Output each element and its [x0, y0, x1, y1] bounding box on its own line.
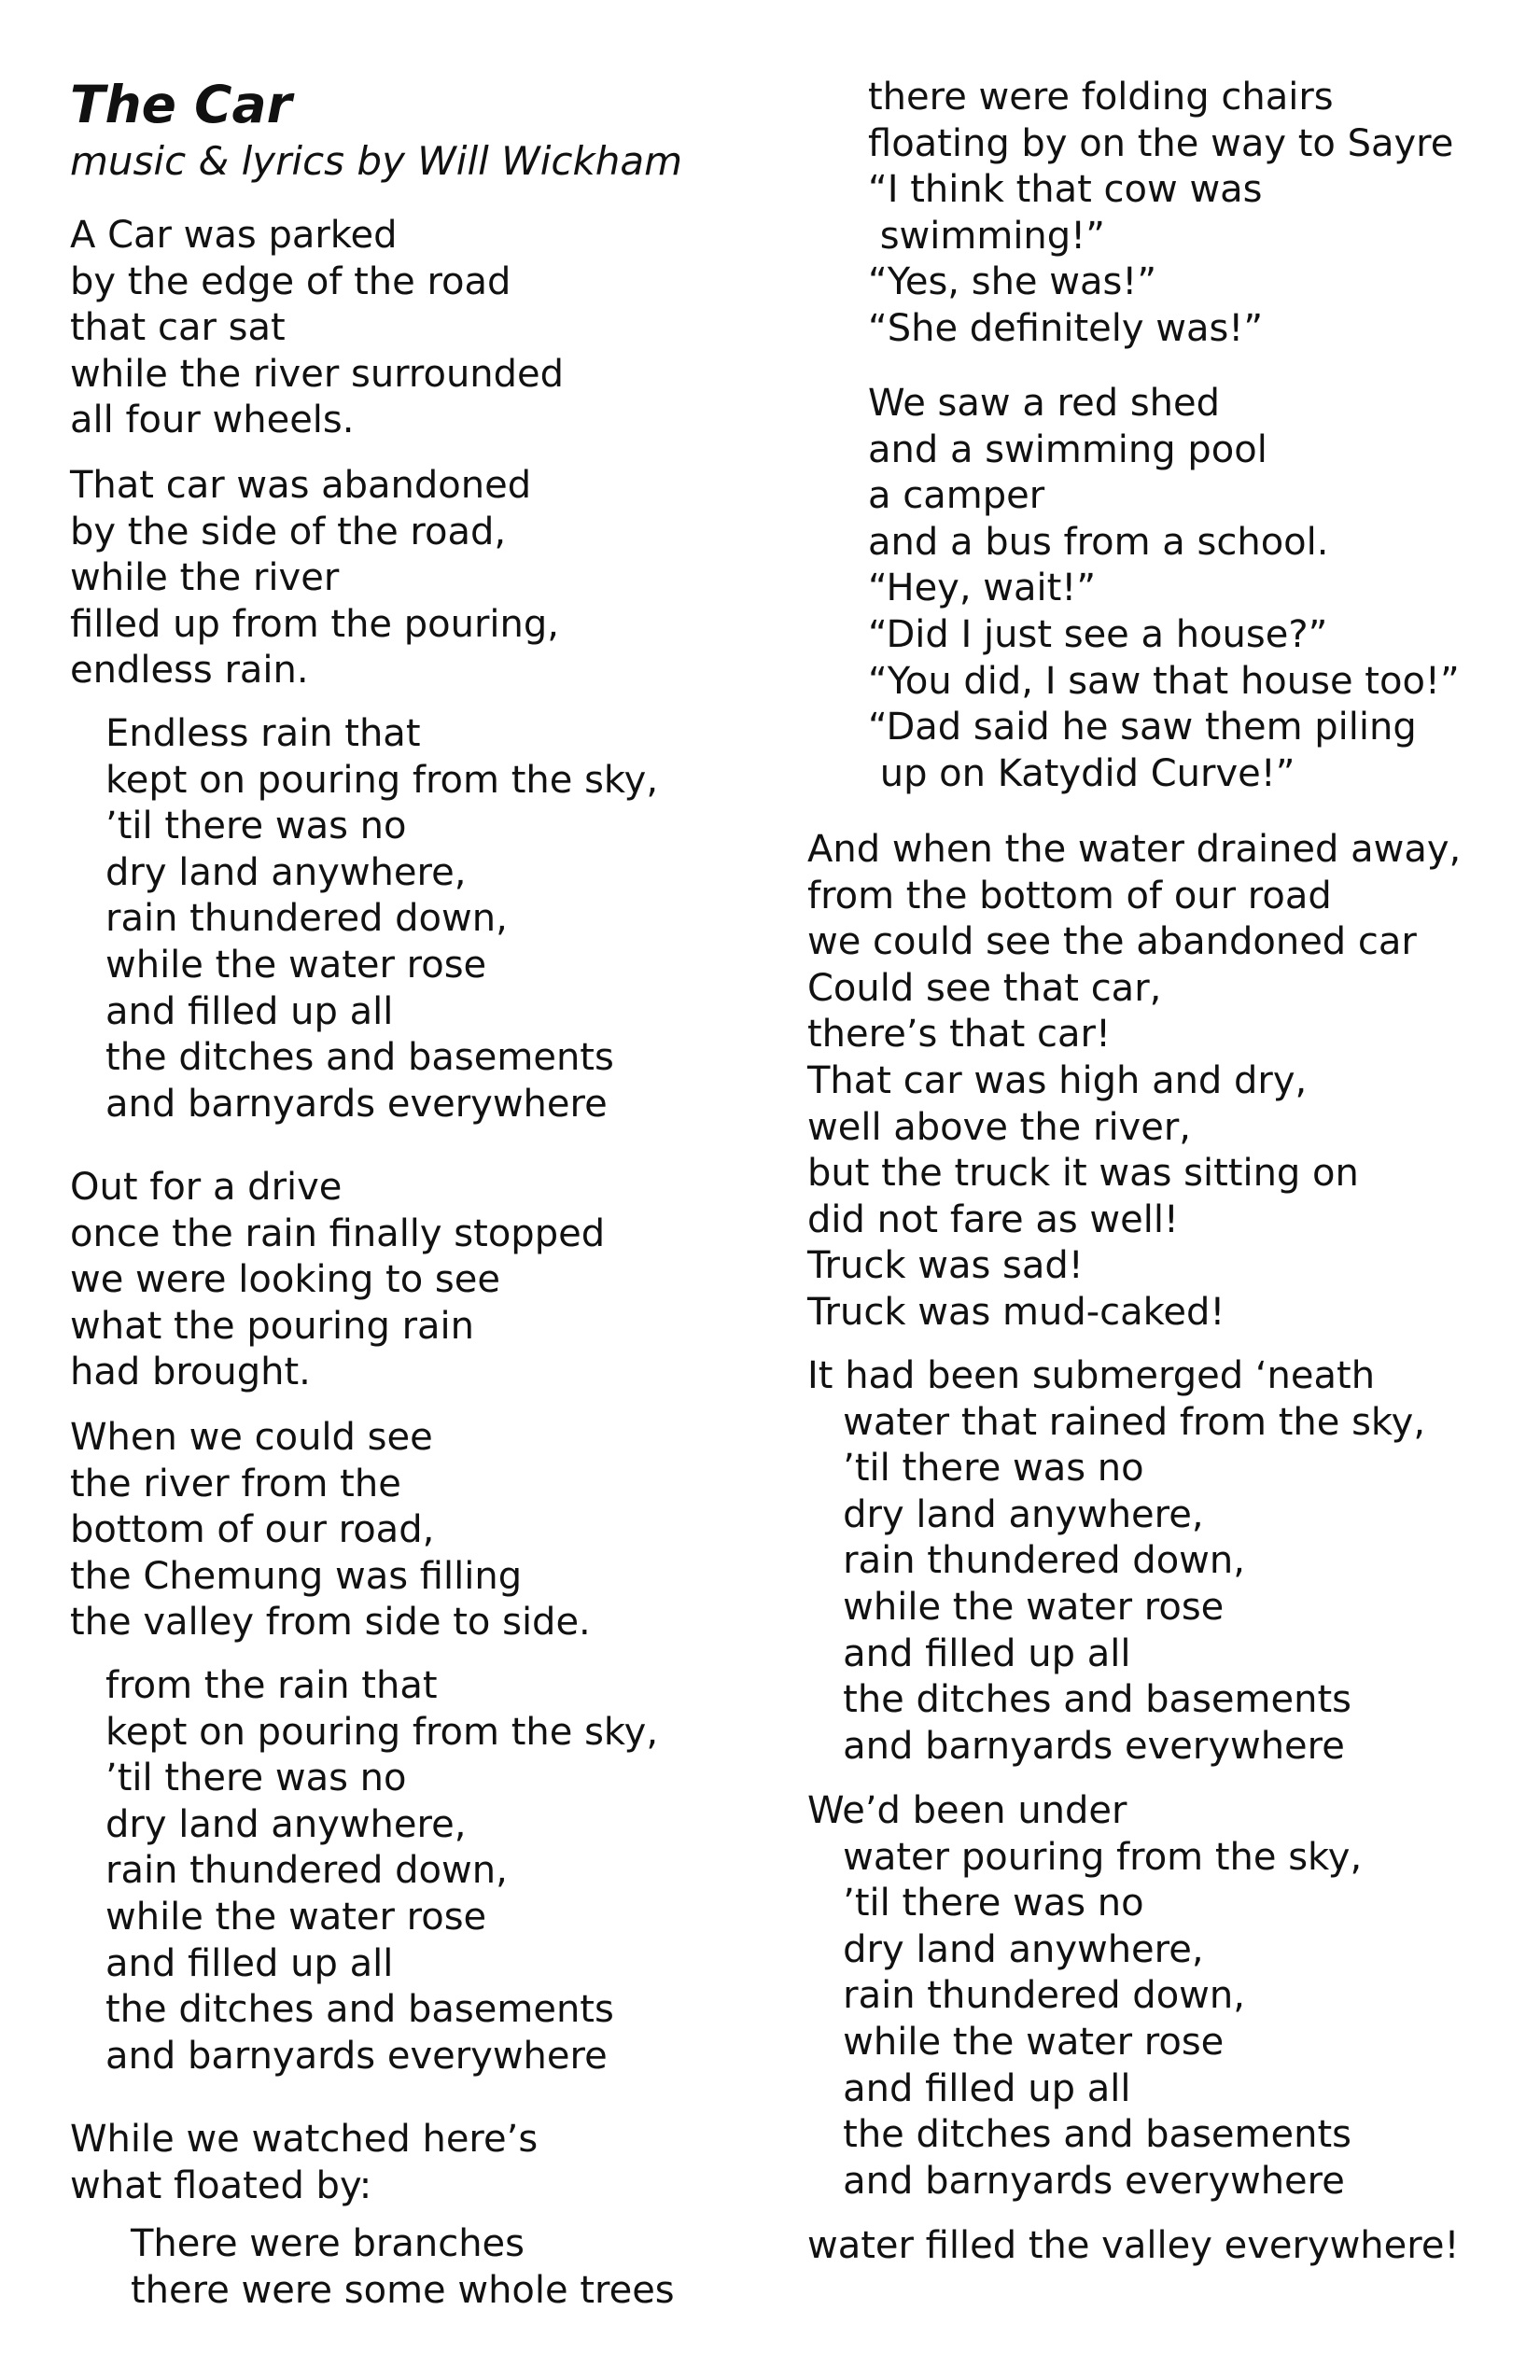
lyric-line: from the rain that: [105, 1664, 438, 1707]
lyric-line: did not fare as well!: [807, 1197, 1179, 1241]
lyric-line: “I think that cow was: [868, 168, 1263, 212]
lyric-line: there were folding chairs: [868, 76, 1334, 119]
song-title: The Car: [70, 75, 292, 134]
stanza: [807, 75, 1453, 353]
lyric-line: Truck was mud-caked!: [807, 1290, 1225, 1334]
lyric-line: and filled up all: [105, 989, 394, 1033]
lyric-line: while the river: [70, 556, 340, 600]
lyric-line: “Dad said he saw them piling: [868, 706, 1417, 749]
lyric-line: That car was abandoned: [70, 464, 532, 507]
lyric-line: by the side of the road,: [70, 510, 507, 553]
lyric-line: “Did I just see a house?”: [868, 612, 1328, 656]
lyric-line: floating by on the way to Sayre: [868, 121, 1454, 165]
lyric-line: While we watched here’s: [70, 2118, 539, 2161]
lyric-line: ’til there was no: [105, 1757, 407, 1800]
lyric-line: the ditches and basements: [807, 1678, 1351, 1722]
stanza: [70, 711, 658, 1127]
lyric-line: while the water rose: [105, 943, 487, 987]
lyric-line: there’s that car!: [807, 1013, 1112, 1057]
lyric-line: Truck was sad!: [807, 1244, 1084, 1288]
stanza: [807, 381, 1460, 797]
lyric-line: ’til there was no: [807, 1882, 1144, 1925]
lyric-line: We’d been under: [807, 1789, 1127, 1832]
lyric-line: Could see that car,: [807, 966, 1162, 1010]
lyric-line: rain thundered down,: [807, 1974, 1245, 2018]
lyric-line: “Yes, she was!”: [868, 260, 1157, 304]
stanza: [70, 2221, 675, 2314]
lyric-line: the Chemung was filling: [70, 1554, 523, 1598]
lyric-line: and barnyards everywhere: [105, 1082, 608, 1126]
lyric-line: We saw a red shed: [868, 382, 1221, 425]
lyric-line: Out for a drive: [70, 1166, 343, 1209]
lyric-line: while the water rose: [105, 1895, 487, 1939]
lyric-line: bottom of our road,: [70, 1508, 435, 1552]
lyric-line: When we could see: [70, 1416, 433, 1459]
lyric-line: rain thundered down,: [105, 1849, 508, 1893]
lyric-line: but the truck it was sitting on: [807, 1152, 1359, 1196]
lyric-line: kept on pouring from the sky,: [105, 758, 659, 802]
stanza: [70, 1415, 591, 1646]
lyric-line: once the rain finally stopped: [70, 1211, 606, 1255]
stanza: [70, 213, 564, 444]
stanza: [70, 2117, 538, 2209]
lyric-line: while the water rose: [807, 2020, 1225, 2064]
stanza: [70, 463, 559, 694]
lyric-line: while the river surrounded: [70, 352, 565, 396]
lyric-line: a camper: [868, 474, 1045, 518]
lyric-line: ’til there was no: [105, 805, 407, 848]
lyric-line: That car was high and dry,: [807, 1058, 1308, 1102]
lyric-line: rain thundered down,: [105, 897, 508, 941]
lyric-line: and barnyards everywhere: [807, 1724, 1345, 1768]
lyric-line: what floated by:: [70, 2163, 372, 2207]
stanza: [807, 2223, 1459, 2270]
lyric-line: all four wheels.: [70, 399, 355, 442]
lyric-line: and a bus from a school.: [868, 520, 1329, 564]
lyric-line: and barnyards everywhere: [105, 2034, 608, 2078]
lyric-line: kept on pouring from the sky,: [105, 1710, 659, 1754]
lyric-line: dry land anywhere,: [807, 1492, 1204, 1536]
lyric-line: “She definitely was!”: [868, 306, 1264, 350]
lyric-line: Endless rain that: [105, 712, 421, 755]
lyric-line: water filled the valley everywhere!: [807, 2224, 1460, 2267]
lyric-line: from the bottom of our road: [807, 874, 1332, 917]
lyric-line: water that rained from the sky,: [807, 1400, 1426, 1444]
lyric-line: there were some whole trees: [131, 2268, 675, 2312]
lyric-line: dry land anywhere,: [105, 1802, 467, 1846]
lyric-line: the ditches and basements: [807, 2113, 1351, 2157]
stanza: [807, 1788, 1362, 2205]
lyric-line: we could see the abandoned car: [807, 920, 1417, 964]
lyric-line: the valley from side to side.: [70, 1601, 591, 1645]
stanza: [807, 827, 1461, 1337]
lyric-line: ’til there was no: [807, 1447, 1144, 1491]
lyric-line: and a swimming pool: [868, 427, 1267, 471]
lyric-line: swimming!”: [868, 214, 1105, 258]
lyric-line: water pouring from the sky,: [807, 1835, 1363, 1879]
lyric-line: and filled up all: [807, 1631, 1131, 1675]
lyric-line: and filled up all: [105, 1941, 394, 1985]
stanza: [70, 1663, 658, 2079]
lyric-line: dry land anywhere,: [807, 1927, 1204, 1971]
lyric-line: filled up from the pouring,: [70, 602, 559, 646]
lyric-line: while the water rose: [807, 1585, 1225, 1629]
lyric-line: the river from the: [70, 1462, 401, 1505]
stanza: [70, 1165, 605, 1396]
lyric-line: well above the river,: [807, 1105, 1191, 1149]
lyric-line: by the edge of the road: [70, 259, 511, 303]
lyric-line: we were looking to see: [70, 1258, 500, 1302]
lyric-line: There were branches: [131, 2222, 525, 2265]
stanza: [807, 1353, 1425, 1770]
lyric-line: dry land anywhere,: [105, 850, 467, 894]
lyric-line: what the pouring rain: [70, 1304, 474, 1348]
lyric-line: had brought.: [70, 1351, 311, 1394]
lyric-line: rain thundered down,: [807, 1539, 1245, 1583]
lyric-line: that car sat: [70, 306, 286, 350]
lyric-line: and barnyards everywhere: [807, 2159, 1345, 2203]
lyric-line: A Car was parked: [70, 214, 398, 257]
lyric-line: and filled up all: [807, 2066, 1131, 2110]
lyric-line: And when the water drained away,: [807, 828, 1462, 871]
lyric-line: “Hey, wait!”: [868, 567, 1097, 610]
lyric-line: “You did, I saw that house too!”: [868, 659, 1460, 703]
lyric-line: It had been submerged ‘neath: [807, 1354, 1376, 1397]
lyric-line: the ditches and basements: [105, 1988, 614, 2032]
lyric-line: endless rain.: [70, 649, 309, 693]
lyric-line: the ditches and basements: [105, 1036, 614, 1080]
song-credit: music & lyrics by Will Wickham: [70, 138, 683, 184]
lyric-line: up on Katydid Curve!”: [868, 751, 1295, 795]
